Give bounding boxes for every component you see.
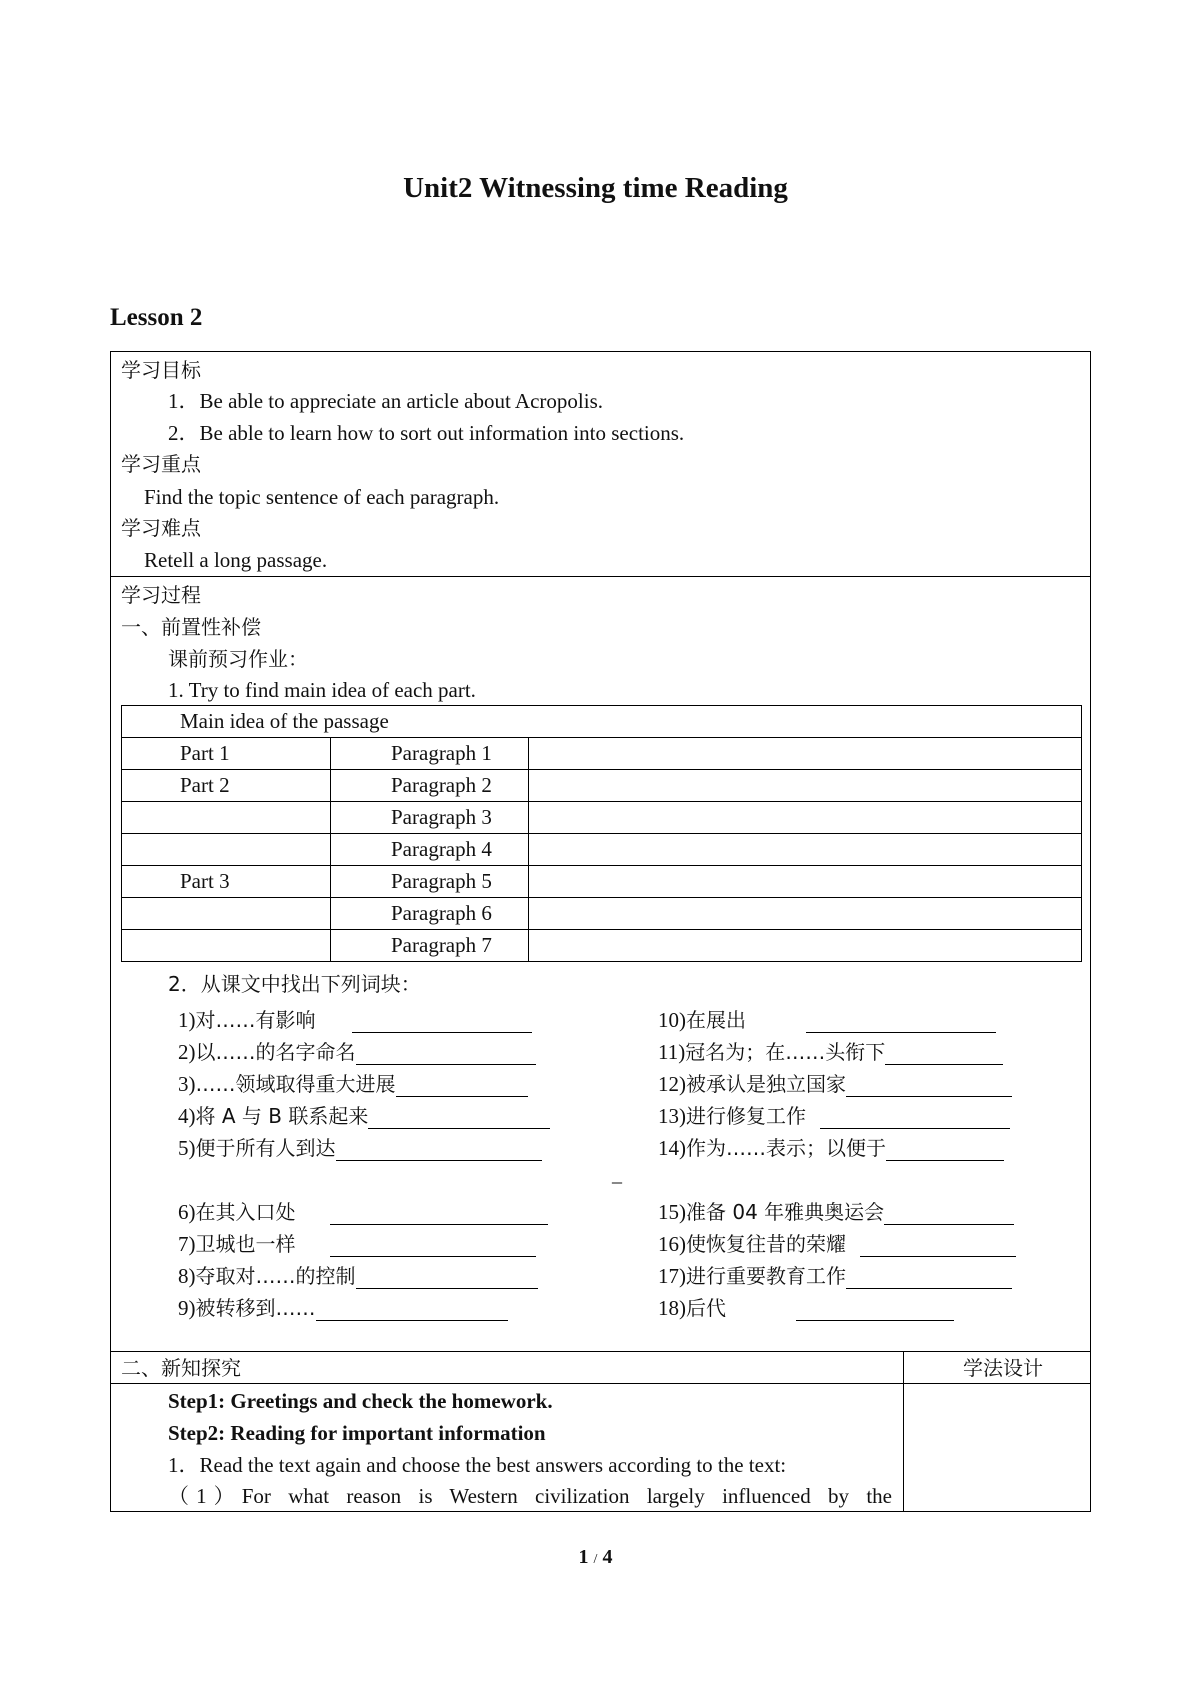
part-cell: Part 2 xyxy=(122,770,331,802)
phrase-item xyxy=(658,1228,1016,1257)
task2-text: 2．从课文中找出下列词块： xyxy=(168,972,421,996)
table-header-row xyxy=(122,706,1082,738)
phrase-item xyxy=(178,1068,528,1097)
table-row xyxy=(122,770,1082,802)
page-separator: / xyxy=(593,1552,598,1567)
lesson-heading: Lesson 2 xyxy=(110,304,203,331)
section1-heading: 一、前置性补偿 xyxy=(121,615,261,639)
method-design-heading: 学法设计 xyxy=(963,1356,1043,1380)
question-1: （1）For what reason is Western civilization largely influenced by the xyxy=(168,1484,892,1508)
phrase-item xyxy=(178,1260,538,1289)
phrase-item xyxy=(178,1292,508,1321)
phrase-item xyxy=(658,1100,1010,1129)
phrase-item xyxy=(658,1292,954,1321)
phrase-text: ……领域取得重大进展 xyxy=(195,1072,396,1096)
answer-cell[interactable] xyxy=(529,898,1082,930)
step2-text: Step2: Reading for important information xyxy=(168,1421,546,1445)
phrase-number: 7) xyxy=(178,1232,196,1256)
table-row xyxy=(122,866,1082,898)
answer-blank[interactable] xyxy=(860,1238,1016,1257)
answer-blank[interactable] xyxy=(396,1078,528,1097)
part-cell xyxy=(122,834,331,866)
answer-blank[interactable] xyxy=(846,1270,1012,1289)
paragraph-cell: Paragraph 4 xyxy=(331,834,529,866)
answer-blank[interactable] xyxy=(806,1014,996,1033)
phrase-text: 将 A 与 B 联系起来 xyxy=(195,1104,369,1128)
phrase-text: 进行修复工作 xyxy=(686,1104,806,1128)
difficulties-text: Retell a long passage. xyxy=(144,548,328,572)
phrase-item xyxy=(658,1196,1014,1225)
phrase-item xyxy=(658,1132,1004,1161)
phrase-text: 夺取对……的控制 xyxy=(195,1264,356,1288)
explore-heading: 二、新知探究 xyxy=(121,1356,241,1380)
phrase-item xyxy=(658,1260,1012,1289)
paragraph-cell: Paragraph 5 xyxy=(331,866,529,898)
phrase-number: 1) xyxy=(178,1008,196,1032)
phrase-number: 12) xyxy=(658,1072,686,1096)
phrase-item xyxy=(178,1228,536,1257)
phrase-item xyxy=(658,1036,1003,1065)
paragraph-cell: Paragraph 6 xyxy=(331,898,529,930)
objective-item: 2．Be able to learn how to sort out information into sections. xyxy=(168,421,685,445)
question-intro: 1．Read the text again and choose the best answers according to the text: xyxy=(168,1453,787,1477)
table-row xyxy=(122,738,1082,770)
part-cell xyxy=(122,802,331,834)
dash-mark: _ xyxy=(612,1164,622,1186)
answer-cell[interactable] xyxy=(529,866,1082,898)
page-number: 1 xyxy=(578,1546,589,1568)
phrase-number: 10) xyxy=(658,1008,686,1032)
phrase-text: 冠名为；在……头衔下 xyxy=(685,1040,886,1064)
table-row xyxy=(122,802,1082,834)
phrase-number: 2) xyxy=(178,1040,196,1064)
answer-cell[interactable] xyxy=(529,930,1082,962)
table-row xyxy=(122,930,1082,962)
phrase-number: 9) xyxy=(178,1296,196,1320)
answer-blank[interactable] xyxy=(885,1046,1003,1065)
objectives-heading: 学习目标 xyxy=(121,358,201,382)
document-title: Unit2 Witnessing time Reading xyxy=(403,172,788,204)
task1-text: 1. Try to find main idea of each part. xyxy=(168,678,476,702)
key-points-heading: 学习重点 xyxy=(121,452,201,476)
answer-blank[interactable] xyxy=(356,1270,538,1289)
answer-blank[interactable] xyxy=(336,1142,542,1161)
phrase-text: 被转移到…… xyxy=(195,1296,316,1320)
phrase-number: 14) xyxy=(658,1136,686,1160)
phrase-text: 便于所有人到达 xyxy=(195,1136,336,1160)
phrase-text: 卫城也一样 xyxy=(195,1232,296,1256)
answer-blank[interactable] xyxy=(330,1206,548,1225)
phrase-item xyxy=(658,1004,996,1033)
page-total: 4 xyxy=(602,1546,613,1568)
phrase-number: 15) xyxy=(658,1200,686,1224)
phrase-number: 17) xyxy=(658,1264,686,1288)
phrase-number: 11) xyxy=(658,1040,686,1064)
process-heading: 学习过程 xyxy=(121,583,201,607)
step1-text: Step1: Greetings and check the homework. xyxy=(168,1389,553,1413)
answer-cell[interactable] xyxy=(529,738,1082,770)
answer-blank[interactable] xyxy=(356,1046,536,1065)
paragraph-cell: Paragraph 1 xyxy=(331,738,529,770)
part-cell xyxy=(122,930,331,962)
phrase-number: 13) xyxy=(658,1104,686,1128)
phrase-text: 在其入口处 xyxy=(195,1200,296,1224)
phrase-number: 3) xyxy=(178,1072,196,1096)
table-row xyxy=(122,834,1082,866)
phrase-text: 准备 04 年雅典奥运会 xyxy=(686,1200,885,1224)
answer-blank[interactable] xyxy=(316,1302,508,1321)
part-cell: Part 3 xyxy=(122,866,331,898)
phrase-number: 6) xyxy=(178,1200,196,1224)
phrase-number: 4) xyxy=(178,1104,196,1128)
phrase-text: 作为……表示；以便于 xyxy=(686,1136,886,1160)
part-cell xyxy=(122,898,331,930)
answer-blank[interactable] xyxy=(368,1110,550,1129)
preview-label: 课前预习作业： xyxy=(168,647,308,671)
answer-blank[interactable] xyxy=(330,1238,536,1257)
phrase-item xyxy=(178,1132,542,1161)
objective-item: 1．Be able to appreciate an article about Acropolis. xyxy=(168,389,604,413)
paragraph-cell: Paragraph 7 xyxy=(331,930,529,962)
objectives-box xyxy=(110,351,1091,577)
phrase-text: 进行重要教育工作 xyxy=(686,1264,846,1288)
answer-cell[interactable] xyxy=(529,834,1082,866)
phrase-text: 以……的名字命名 xyxy=(195,1040,356,1064)
phrase-number: 8) xyxy=(178,1264,196,1288)
difficulties-heading: 学习难点 xyxy=(121,516,201,540)
phrase-item xyxy=(178,1036,536,1065)
answer-cell[interactable] xyxy=(529,770,1082,802)
paragraph-cell: Paragraph 2 xyxy=(331,770,529,802)
phrase-item xyxy=(178,1196,548,1225)
phrase-number: 5) xyxy=(178,1136,196,1160)
main-idea-table xyxy=(121,705,1082,962)
answer-blank[interactable] xyxy=(820,1110,1010,1129)
answer-cell[interactable] xyxy=(529,802,1082,834)
phrase-number: 18) xyxy=(658,1296,686,1320)
phrase-item xyxy=(658,1068,1012,1097)
phrase-text: 对……有影响 xyxy=(195,1008,316,1032)
explore-header-divider xyxy=(110,1383,1091,1384)
answer-blank[interactable] xyxy=(846,1078,1012,1097)
answer-blank[interactable] xyxy=(352,1014,532,1033)
part-cell: Part 1 xyxy=(122,738,331,770)
phrase-item xyxy=(178,1100,550,1129)
phrase-item xyxy=(178,1004,532,1033)
phrase-text: 在展出 xyxy=(686,1008,746,1032)
answer-blank[interactable] xyxy=(886,1142,1004,1161)
answer-blank[interactable] xyxy=(884,1206,1014,1225)
phrase-text: 后代 xyxy=(686,1296,726,1320)
explore-column-divider xyxy=(903,1351,904,1512)
phrase-text: 被承认是独立国家 xyxy=(686,1072,846,1096)
paragraph-cell: Paragraph 3 xyxy=(331,802,529,834)
table-row xyxy=(122,898,1082,930)
page-indicator xyxy=(0,1546,1191,1569)
phrase-number: 16) xyxy=(658,1232,686,1256)
answer-blank[interactable] xyxy=(796,1302,954,1321)
table-header: Main idea of the passage xyxy=(122,706,1082,738)
key-points-text: Find the topic sentence of each paragraph. xyxy=(144,485,500,509)
phrase-text: 使恢复往昔的荣耀 xyxy=(686,1232,846,1256)
